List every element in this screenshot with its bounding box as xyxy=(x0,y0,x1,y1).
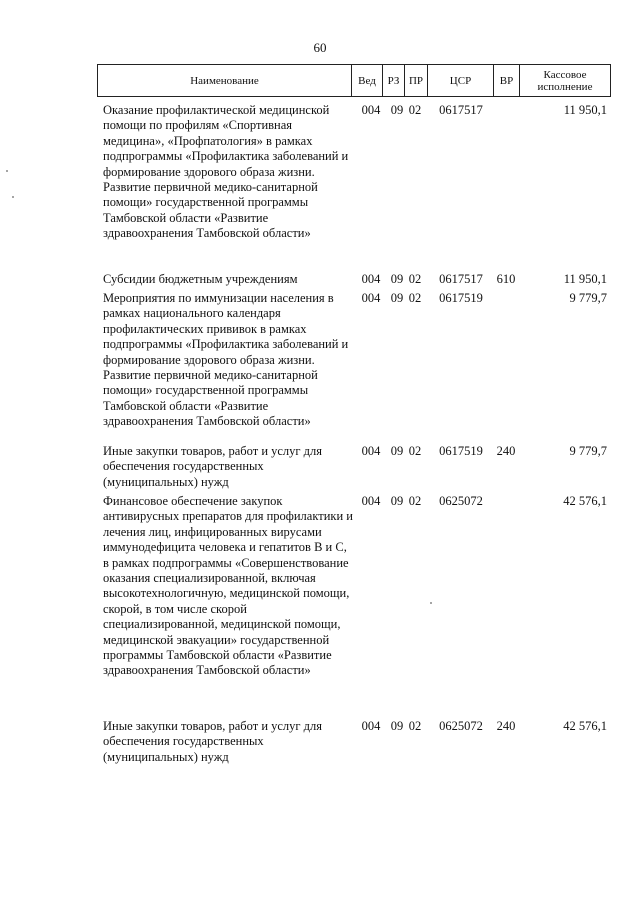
header-sum: Кассовое исполнение xyxy=(519,65,610,96)
row-ved: 004 xyxy=(361,291,381,305)
row-rz: 09 xyxy=(390,103,404,117)
row-name: Мероприятия по иммунизации населения в рамках национального календаря профилактических прививок в рамках подпрограммы «Профилактика заболеваний и формирование здорового образа жизни. Развитие первичной медико-санитарной помощи» государственной программы Тамбовской области «Развитие здравоохранения Тамбовской области» xyxy=(103,291,349,429)
row-pr: 02 xyxy=(408,272,422,286)
row-sum: 9 779,7 xyxy=(569,444,607,458)
row-pr: 02 xyxy=(408,291,422,305)
table-header xyxy=(97,64,611,97)
row-name: Финансовое обеспечение закупок антивирусных препаратов для профилактики и лечения лиц, инфицированных вирусами иммунодефицита человека и гепатитов В и С, в рамках подпрограммы «Совершенствование оказания специализированной, включая высокотехнологичную, медицинской помощи, скорой, в том числе скорой специализированной, медицинской помощи, медицинской эвакуации» государственной программы Тамбовской области «Развитие здравоохранения Тамбовской области» xyxy=(103,494,353,678)
header-name: Наименование xyxy=(190,74,259,87)
row-ved: 004 xyxy=(361,272,381,286)
row-csr: 0625072 xyxy=(439,719,483,733)
row-sum: 9 779,7 xyxy=(569,291,607,305)
scan-speck xyxy=(430,602,432,604)
row-ved: 004 xyxy=(361,494,381,508)
row-rz: 09 xyxy=(390,272,404,286)
row-csr: 0617519 xyxy=(439,291,483,305)
row-csr: 0625072 xyxy=(439,494,483,508)
header-rz: РЗ xyxy=(382,65,404,96)
row-name: Иные закупки товаров, работ и услуг для обеспечения государственных (муниципальных) нужд xyxy=(103,719,323,764)
scan-speck xyxy=(12,196,14,198)
row-sum: 42 576,1 xyxy=(563,494,607,508)
row-ved: 004 xyxy=(361,444,381,458)
row-csr: 0617517 xyxy=(439,103,483,117)
row-vr: 240 xyxy=(496,444,516,458)
header-pr: ПР xyxy=(404,65,427,96)
row-pr: 02 xyxy=(408,719,422,733)
row-name: Субсидии бюджетным учреждениям xyxy=(103,272,298,286)
row-vr: 240 xyxy=(496,719,516,733)
header-vr: ВР xyxy=(493,65,519,96)
row-rz: 09 xyxy=(390,719,404,733)
row-sum: 11 950,1 xyxy=(563,272,607,286)
row-pr: 02 xyxy=(408,494,422,508)
row-csr: 0617517 xyxy=(439,272,483,286)
row-name: Иные закупки товаров, работ и услуг для обеспечения государственных (муниципальных) нужд xyxy=(103,444,323,489)
row-rz: 09 xyxy=(390,291,404,305)
row-sum: 42 576,1 xyxy=(563,719,607,733)
page-number: 60 xyxy=(313,40,327,55)
row-csr: 0617519 xyxy=(439,444,483,458)
row-rz: 09 xyxy=(390,444,404,458)
header-ved: Вед xyxy=(351,65,382,96)
row-rz: 09 xyxy=(390,494,404,508)
row-ved: 004 xyxy=(361,103,381,117)
header-csr: ЦСР xyxy=(427,65,493,96)
row-pr: 02 xyxy=(408,103,422,117)
scan-speck xyxy=(6,170,8,172)
row-name: Оказание профилактической медицинской помощи по профилям «Спортивная медицина», «Профпатология» в рамках подпрограммы «Профилактика заболеваний и формирование здорового образа жизни. Развитие первичной медико-санитарной помощи» государственной программы Тамбовской области «Развитие здравоохранения Тамбовской области» xyxy=(103,103,349,241)
row-ved: 004 xyxy=(361,719,381,733)
row-sum: 11 950,1 xyxy=(563,103,607,117)
row-vr: 610 xyxy=(496,272,516,286)
row-pr: 02 xyxy=(408,444,422,458)
